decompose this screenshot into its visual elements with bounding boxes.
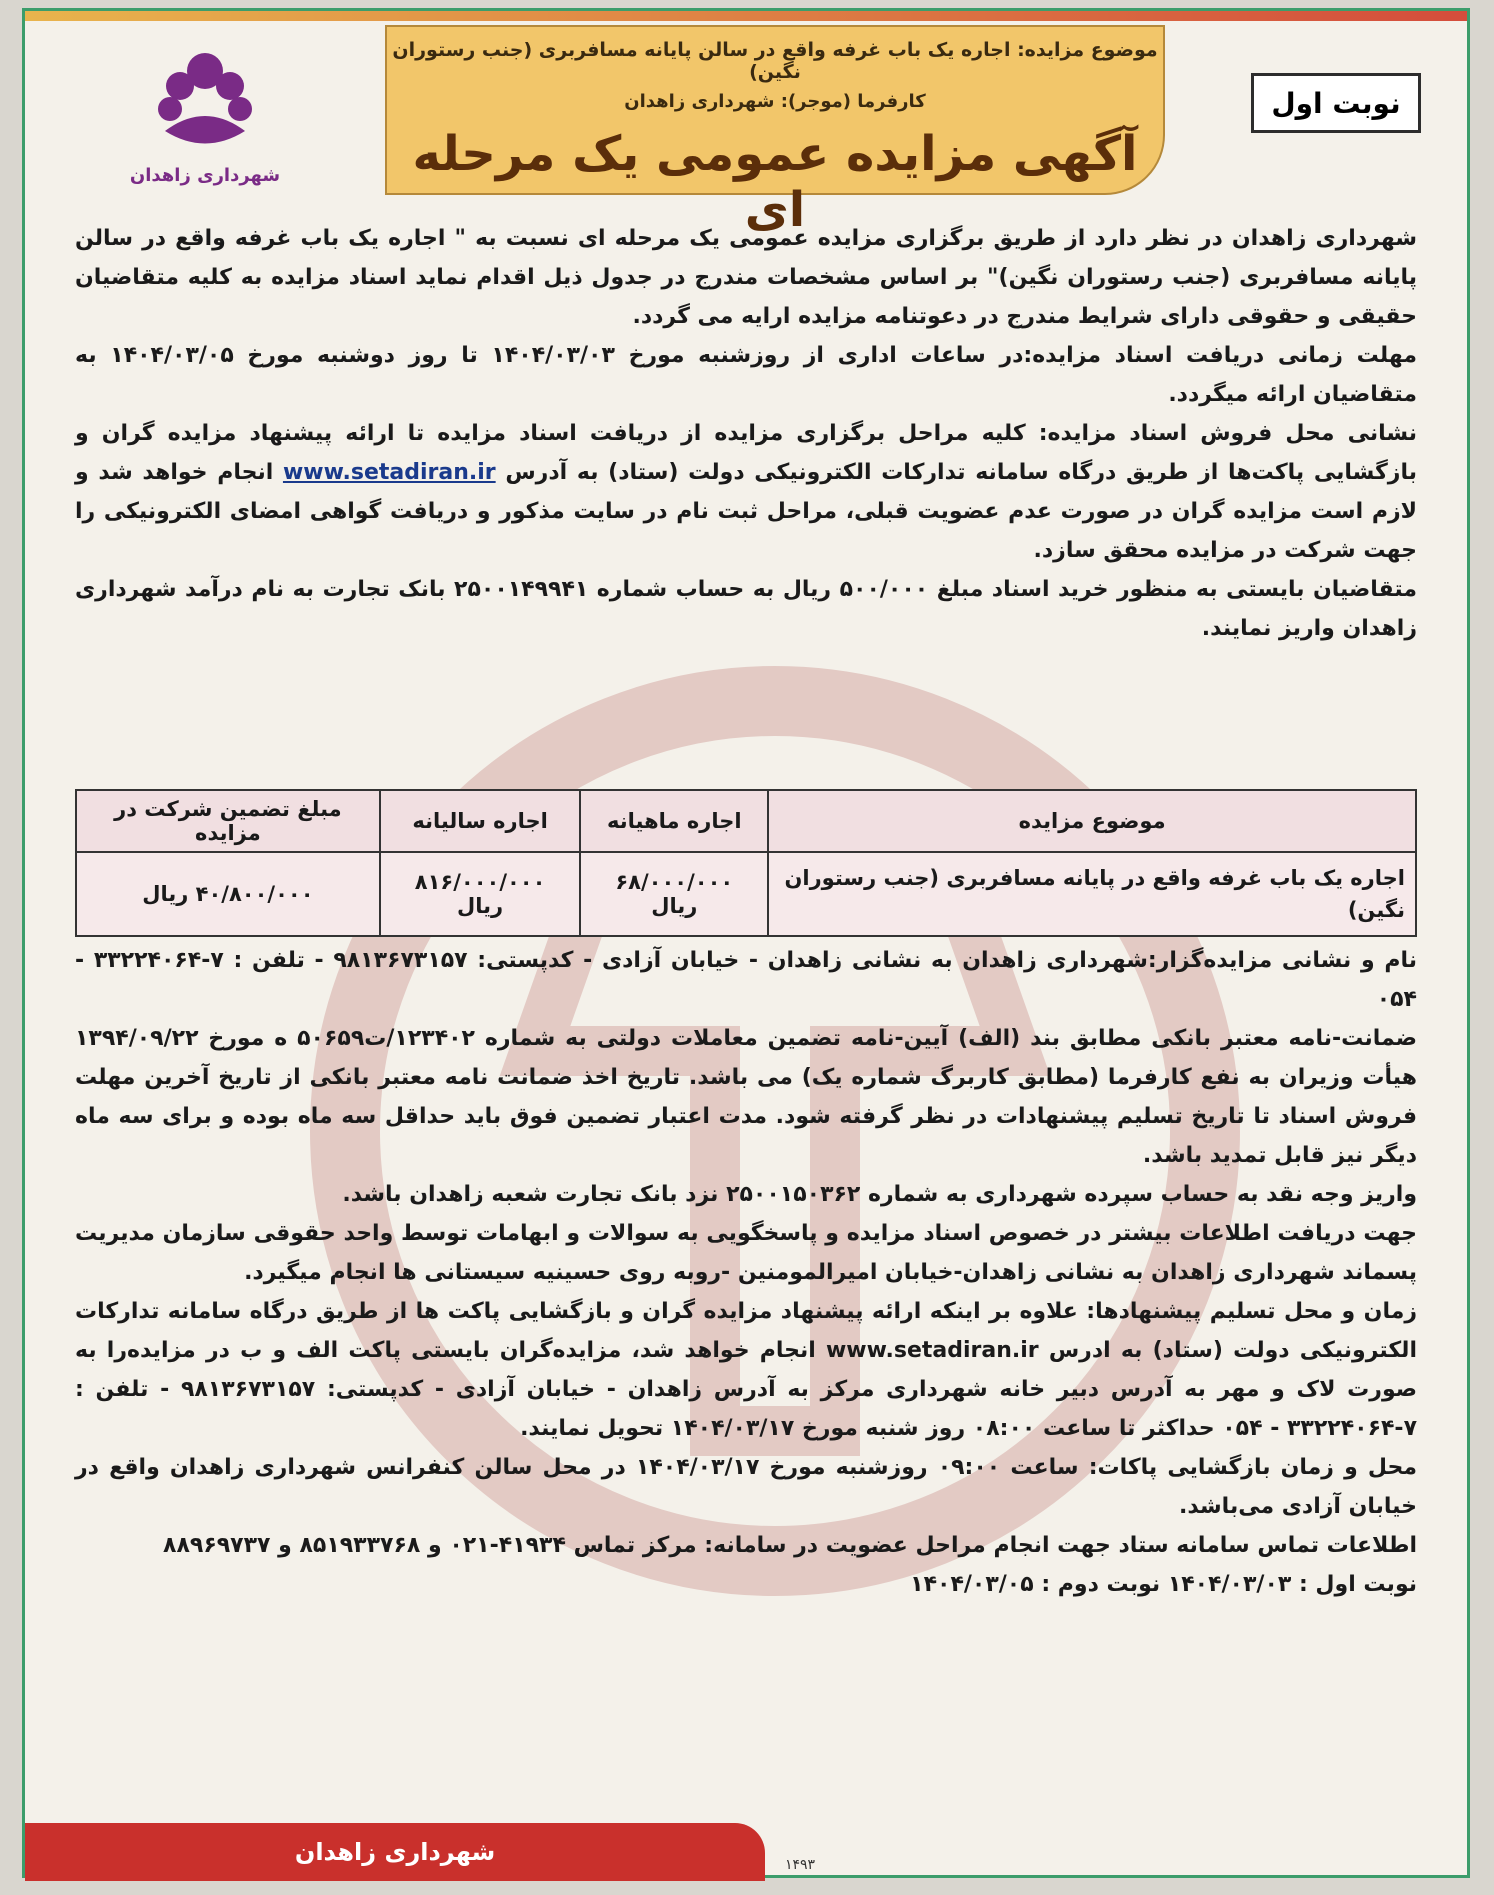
auction-table-wrapper bbox=[75, 789, 1417, 937]
auctioneer-address-paragraph: نام و نشانی مزایده‌گزار:شهرداری زاهدان به نشانی زاهدان - خیابان آزادی - کدپستی: ۹۸۱۳۶۷۳۱۵۷ - تلفن : ۷-۳۳۲۲۴۰۶۴ - ۰۵۴ bbox=[75, 948, 1417, 1012]
table-row bbox=[76, 852, 1416, 936]
cash-deposit-paragraph: واریز وجه نقد به حساب سپرده شهرداری به شماره ۲۵۰۰۱۵۰۳۶۲ نزد بانک تجارت شعبه زاهدان باشد. bbox=[342, 1182, 1417, 1207]
cell-guarantee: ۴۰/۸۰۰/۰۰۰ ریال bbox=[76, 852, 380, 936]
notice-body bbox=[75, 219, 1417, 648]
sale-location-text: نشانی محل فروش اسناد مزایده: کلیه مراحل برگزاری مزایده از دریافت اسناد مزایده تا ارائه پیشنهاد مزایده گران و بازگشایی پاکت‌ها از طریق درگاه سامانه تدارکات الکترونیکی دولت (ستاد) به آدرس bbox=[75, 421, 1417, 485]
opening-paragraph: محل و زمان بازگشایی پاکات: ساعت ۰۹:۰۰ روزشنبه مورخ ۱۴۰۴/۰۳/۱۷ در محل سالن کنفرانس شهرداری زاهدان واقع در خیابان آزادی می‌باشد. bbox=[75, 1455, 1417, 1519]
cell-monthly-rent: ۶۸/۰۰۰/۰۰۰ ریال bbox=[580, 852, 768, 936]
auction-subject: موضوع مزایده: اجاره یک باب غرفه واقع در سالن پایانه مسافربری (جنب رستوران نگین) bbox=[392, 39, 1158, 83]
submission-paragraph: زمان و محل تسلیم پیشنهادها: علاوه بر اینکه ارائه پیشنهاد مزایده گران و بازگشایی پاکت ها از طریق درگاه سامانه تدارکات الکترونیکی دولت (ستاد) به ادرس www.setadiran.ir انجام خواهد شد، مزایده‌گران بایستی پاکت الف و ب در مزایده‌را به صورت لاک و مهر به آدرس دبیر خانه شهرداری مرکز به آدرس زاهدان - خیابان آزادی - کدپستی: ۹۸۱۳۶۷۳۱۵۷ - تلفن : ۷-۳۳۲۲۴۰۶۴ - ۰۵۴ حداکثر تا ساعت ۰۸:۰۰ روز شنبه مورخ ۱۴۰۴/۰۳/۱۷ تحویل نمایند. bbox=[75, 1299, 1417, 1441]
col-subject-header: موضوع مزایده bbox=[768, 790, 1416, 852]
col-monthly-rent-header: اجاره ماهیانه bbox=[580, 790, 768, 852]
round-badge: نوبت اول bbox=[1251, 73, 1421, 133]
footer-banner: شهرداری زاهدان bbox=[25, 1823, 765, 1881]
payment-paragraph: متقاضیان بایستی به منظور خرید اسناد مبلغ ۵۰۰/۰۰۰ ریال به حساب شماره ۲۵۰۰۱۴۹۹۴۱ بانک تجارت به نام درآمد شهرداری زاهدان واریز نمایند. bbox=[75, 577, 1417, 641]
contact-paragraph: اطلاعات تماس سامانه ستاد جهت انجام مراحل عضویت در سامانه: مرکز تماس ۴۱۹۳۴-۰۲۱ و ۸۵۱۹۳۳۷۶۸ و ۸۸۹۶۹۷۳۷ bbox=[163, 1533, 1417, 1558]
document-deadline-paragraph: مهلت زمانی دریافت اسناد مزایده:در ساعات اداری از روزشنبه مورخ ۱۴۰۴/۰۳/۰۳ تا روز دوشنبه مورخ ۱۴۰۴/۰۳/۰۵ به متقاضیان ارائه میگردد. bbox=[75, 343, 1417, 407]
publication-dates: نوبت اول : ۱۴۰۴/۰۳/۰۳ نوبت دوم : ۱۴۰۴/۰۳/۰۵ bbox=[910, 1572, 1417, 1597]
newspaper-page bbox=[22, 8, 1470, 1878]
cell-subject: اجاره یک باب غرفه واقع در پایانه مسافربری (جنب رستوران نگین) bbox=[768, 852, 1416, 936]
registration-text: انجام خواهد شد و لازم است مزایده گران در صورت عدم عضویت قبلی، مراحل ثبت نام در سایت مذکور و دریافت گواهی امضای الکترونیکی را جهت شرکت در مزایده محقق سازد. bbox=[75, 460, 1417, 563]
guarantee-paragraph: ضمانت-نامه معتبر بانکی مطابق بند (الف) آیین-نامه تضمین معاملات دولتی به شماره ۱۲۳۴۰۲/ت۵۰۶۵۹ ه مورخ ۱۳۹۴/۰۹/۲۲ هیأت وزیران به نفع کارفرما (مطابق کاربرگ شماره یک) می باشد. تاریخ اخذ ضمانت نامه معتبر بانکی از تاریخ آخرین مهلت فروش اسناد تا تاریخ تسلیم پیشنهادات در نظر گرفته شود. مدت اعتبار تضمین فوق باید حداقل سه ماه بوده و برای سه ماه دیگر نیز قابل تمدید باشد. bbox=[75, 1026, 1417, 1168]
intro-paragraph: شهرداری زاهدان در نظر دارد از طریق برگزاری مزایده عمومی یک مرحله ای نسبت به " اجاره یک باب غرفه واقع در سالن پایانه مسافربری (جنب رستوران نگین)" بر اساس مشخصات مندرج در جدول ذیل اقدام نماید اسناد مزایده به کلیه متقاضیان حقیقی و حقوقی دارای شرایط مندرج در دعوتنامه مزایده ارایه می گردد. bbox=[75, 226, 1417, 329]
setad-website-link[interactable]: www.setadiran.ir bbox=[282, 460, 496, 485]
auction-table bbox=[75, 789, 1417, 937]
notice-body-continued bbox=[75, 941, 1417, 1604]
table-header-row bbox=[76, 790, 1416, 852]
more-info-paragraph: جهت دریافت اطلاعات بیشتر در خصوص اسناد مزایده و پاسخگویی به سوالات و ابهامات توسط واحد حقوقی سازمان مدیریت پسماند شهرداری زاهدان به نشانی زاهدان-خیابان امیرالمومنین -روبه روی حسینیه سیستانی ها انجام میگیرد. bbox=[75, 1221, 1417, 1285]
col-guarantee-header: مبلغ تضمین شرکت در مزایده bbox=[76, 790, 380, 852]
sale-location-paragraph bbox=[75, 414, 1417, 570]
page-number: ۱۴۹۳ bbox=[785, 1857, 816, 1873]
municipality-logo bbox=[105, 41, 305, 211]
notice-title: آگهی مزایده عمومی یک مرحله ای bbox=[412, 126, 1138, 238]
employer-line: کارفرما (موجر): شهرداری زاهدان bbox=[624, 91, 926, 112]
cell-annual-rent: ۸۱۶/۰۰۰/۰۰۰ ریال bbox=[380, 852, 581, 936]
logo-label: شهرداری زاهدان bbox=[129, 165, 281, 186]
municipality-emblem-icon bbox=[125, 41, 285, 161]
col-annual-rent-header: اجاره سالیانه bbox=[380, 790, 581, 852]
top-accent-stripe bbox=[25, 11, 1467, 21]
notice-header bbox=[385, 25, 1165, 238]
